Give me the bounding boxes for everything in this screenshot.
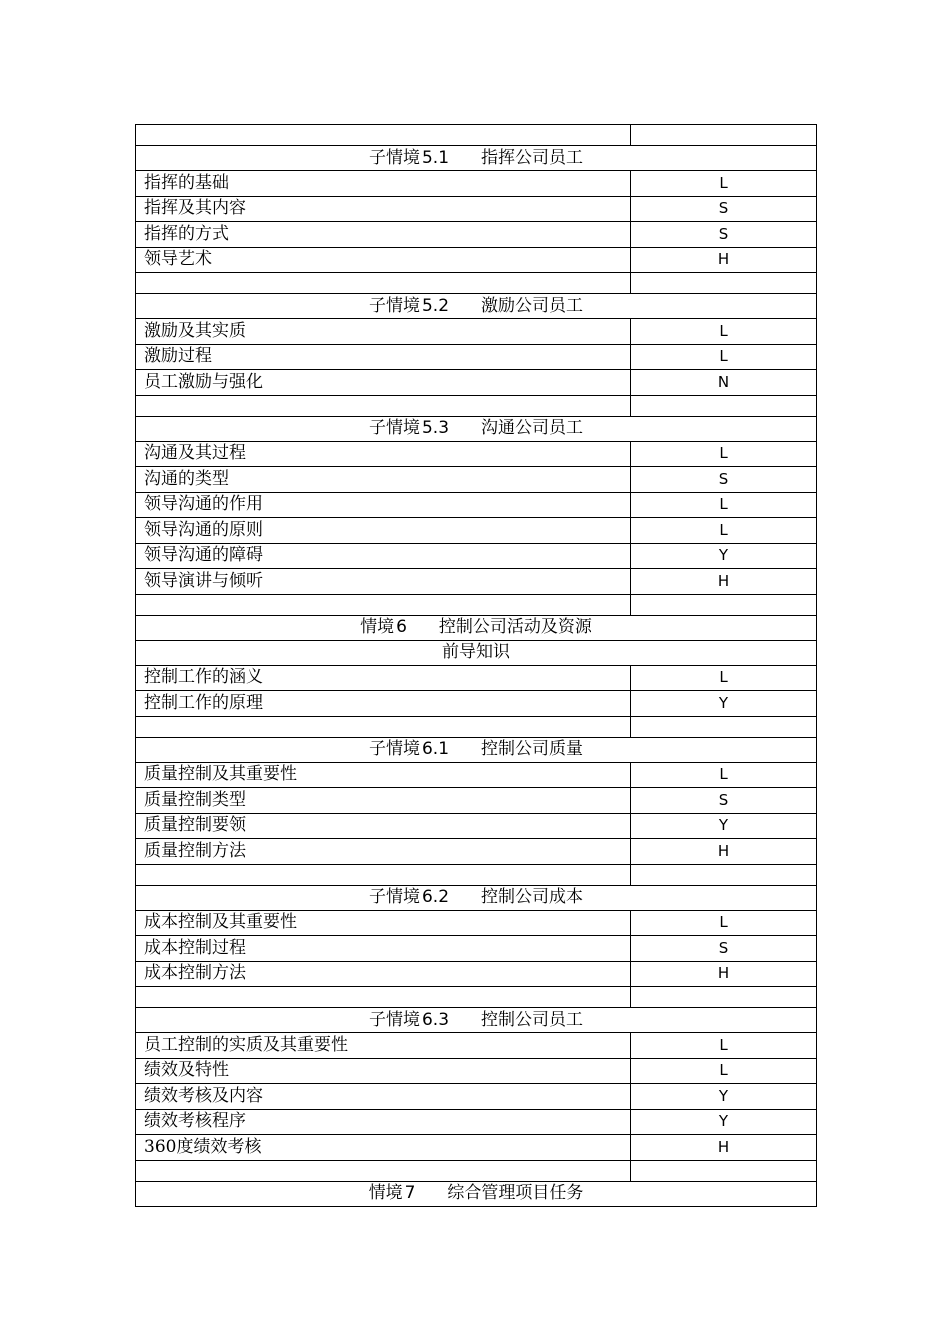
section-heading [136,416,817,441]
section-heading-row [136,416,817,441]
topic-cell: 沟通及其过程 [136,441,631,467]
topic-cell: 质量控制方法 [136,839,631,865]
table-row [136,518,817,544]
blank-row [136,395,817,416]
section-heading [136,1181,817,1206]
section-heading-number: 5.2 [421,295,450,316]
level-cell: Y [631,1109,817,1135]
level-cell: H [631,247,817,273]
topic-cell: 沟通的类型 [136,467,631,493]
blank-cell [136,125,631,146]
table-row [136,492,817,518]
level-cell: L [631,910,817,936]
topic-cell: 质量控制及其重要性 [136,762,631,788]
table-row [136,441,817,467]
blank-cell [136,1160,631,1181]
section-heading-title: 激励公司员工 [481,295,584,316]
blank-row [136,864,817,885]
table-row [136,691,817,717]
section-heading-prefix: 子情境 [368,418,420,438]
section-heading-title: 控制公司员工 [481,1009,584,1030]
blank-row [136,716,817,737]
section-heading-row [136,1181,817,1206]
level-cell: S [631,196,817,222]
topic-cell: 质量控制要领 [136,813,631,839]
table-row [136,222,817,248]
topic-cell: 成本控制方法 [136,961,631,987]
section-heading-title: 沟通公司员工 [481,418,584,438]
topic-cell: 指挥的方式 [136,222,631,248]
blank-cell [631,594,817,615]
topic-cell: 领导艺术 [136,247,631,273]
table-row [136,196,817,222]
table-row [136,762,817,788]
section-heading-title: 控制公司活动及资源 [438,617,592,637]
table-row [136,813,817,839]
section-heading-title: 综合管理项目任务 [447,1183,584,1203]
level-cell: L [631,441,817,467]
curriculum-table [135,124,817,1207]
curriculum-table-body [136,125,817,1207]
section-heading [136,737,817,762]
blank-cell [631,987,817,1008]
table-row [136,961,817,987]
topic-cell: 激励过程 [136,344,631,370]
topic-cell: 员工控制的实质及其重要性 [136,1033,631,1059]
topic-cell: 领导沟通的障碍 [136,543,631,569]
level-cell: Y [631,691,817,717]
section-heading-prefix: 子情境 [368,1009,420,1030]
level-cell: S [631,467,817,493]
table-row [136,569,817,595]
topic-cell: 领导演讲与倾听 [136,569,631,595]
section-heading-row [136,885,817,910]
section-heading-number: 6.3 [421,1009,450,1030]
table-row [136,788,817,814]
section-heading-row [136,1008,817,1033]
level-cell: N [631,370,817,396]
table-row [136,839,817,865]
subheading: 前导知识 [136,640,817,665]
blank-cell [631,395,817,416]
blank-cell [136,864,631,885]
table-row [136,467,817,493]
section-heading-number: 6 [396,617,407,637]
blank-cell [136,395,631,416]
section-heading-number: 7 [404,1183,416,1203]
section-heading-prefix: 子情境 [368,147,420,168]
topic-cell: 指挥及其内容 [136,196,631,222]
section-heading [136,1008,817,1033]
blank-row [136,273,817,294]
section-heading-title: 指挥公司员工 [481,147,584,168]
blank-cell [631,864,817,885]
blank-cell [631,125,817,146]
table-row [136,543,817,569]
table-row [136,247,817,273]
table-row [136,319,817,345]
topic-cell: 360度绩效考核 [136,1135,631,1161]
topic-cell: 员工激励与强化 [136,370,631,396]
level-cell: S [631,788,817,814]
topic-cell: 控制工作的涵义 [136,665,631,691]
topic-cell: 成本控制过程 [136,936,631,962]
section-heading-prefix: 子情境 [368,739,420,759]
topic-cell: 质量控制类型 [136,788,631,814]
level-cell: L [631,518,817,544]
section-heading-prefix: 情境 [368,1183,403,1203]
topic-cell: 领导沟通的作用 [136,492,631,518]
level-cell: Y [631,1084,817,1110]
blank-cell [631,273,817,294]
blank-cell [136,273,631,294]
section-heading-row [136,737,817,762]
table-row [136,1058,817,1084]
level-cell: Y [631,543,817,569]
level-cell: L [631,171,817,197]
blank-cell [136,716,631,737]
level-cell: Y [631,813,817,839]
blank-row [136,125,817,146]
section-heading-title: 控制公司成本 [481,887,584,907]
level-cell: L [631,319,817,345]
section-heading-row [136,146,817,171]
level-cell: S [631,222,817,248]
section-heading-row [136,294,817,319]
table-row [136,1084,817,1110]
subheading-row [136,640,817,665]
level-cell: L [631,1033,817,1059]
document-table-container [135,124,816,1207]
section-heading [136,885,817,910]
table-row [136,344,817,370]
level-cell: L [631,492,817,518]
blank-row [136,1160,817,1181]
topic-cell: 指挥的基础 [136,171,631,197]
table-row [136,936,817,962]
topic-cell: 绩效考核及内容 [136,1084,631,1110]
topic-cell: 绩效及特性 [136,1058,631,1084]
section-heading-prefix: 子情境 [368,887,420,907]
topic-cell: 控制工作的原理 [136,691,631,717]
section-heading-number: 5.3 [421,418,450,438]
section-heading-number: 6.2 [421,887,450,907]
level-cell: H [631,569,817,595]
level-cell: H [631,1135,817,1161]
level-cell: H [631,961,817,987]
topic-cell: 激励及其实质 [136,319,631,345]
topic-cell: 领导沟通的原则 [136,518,631,544]
section-heading-prefix: 情境 [360,617,395,637]
section-heading [136,146,817,171]
blank-cell [631,1160,817,1181]
table-row [136,1109,817,1135]
table-row [136,910,817,936]
table-row [136,1135,817,1161]
topic-cell: 成本控制及其重要性 [136,910,631,936]
level-cell: L [631,1058,817,1084]
table-row [136,665,817,691]
level-cell: L [631,762,817,788]
section-heading-number: 6.1 [421,739,450,759]
table-row [136,171,817,197]
blank-row [136,594,817,615]
section-heading [136,615,817,640]
section-heading-prefix: 子情境 [368,295,420,316]
section-heading-number: 5.1 [421,147,450,168]
blank-cell [136,987,631,1008]
level-cell: H [631,839,817,865]
section-heading [136,294,817,319]
level-cell: L [631,344,817,370]
table-row [136,1033,817,1059]
table-row [136,370,817,396]
section-heading-title: 控制公司质量 [481,739,584,759]
topic-cell: 绩效考核程序 [136,1109,631,1135]
blank-row [136,987,817,1008]
level-cell: S [631,936,817,962]
level-cell: L [631,665,817,691]
blank-cell [631,716,817,737]
section-heading-row [136,615,817,640]
blank-cell [136,594,631,615]
